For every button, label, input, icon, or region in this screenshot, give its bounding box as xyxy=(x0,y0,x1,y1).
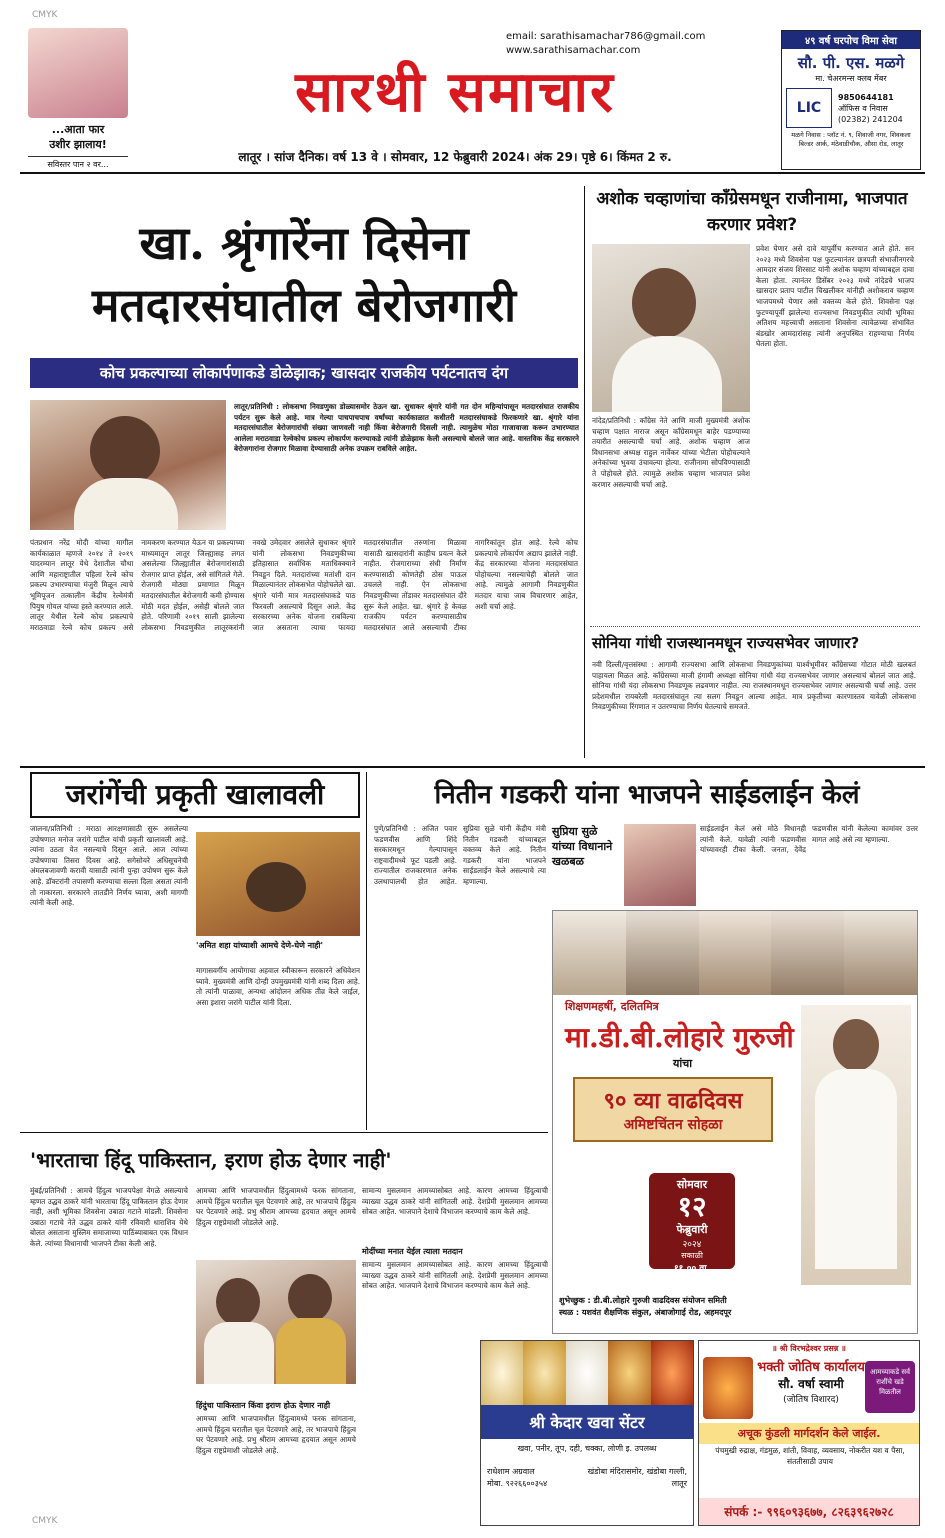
lead-intro: लातूर/प्रतिनिधी : लोकसभा निवडणुका डोळ्यासमोर ठेऊन खा. सुधाकर श्रृंगारे यांनी गत दोन महिन्यांपासून मतदारसंघात राजकीय पर्यटन सुरू केले आहे. मात्र गेल्या पाचपाचपाच वर्षांच्या कार्यकाळात कधीतरी मतदारसंघाकडे फिरकणारे खा. श्रृंगारे यांना मतदारसंघातील बेरोजगारांची संख्या जाणवली नाही किंवा बेरोजगारी दिसली नाही. त्यामुळेच मोठा गाजावाजा करून उभारण्यात आलेला मराठवाडा रेल्वेकोच प्रकल्प लोकार्पण करण्याकडे त्यांनी डोळेझाक केली असल्याचे बोलले जात आहे. वास्तविक केंद्र सरकारने बेरोजगारांना रोजगार मिळावा देण्यासाठी अनेक उपक्रम राबविले आहेत. xyxy=(234,402,579,454)
sule-photo xyxy=(624,824,696,906)
lohare-photo xyxy=(801,1005,911,1285)
sonia-headline: सोनिया गांधी राजस्थानमधून राज्यसभेवर जाणार? xyxy=(592,634,860,652)
promo-box[interactable] xyxy=(28,28,128,168)
jyotish-top: ॥ श्री विरभद्रेश्वर प्रसन्न ॥ xyxy=(772,1344,846,1353)
lohare-day: सोमवार xyxy=(676,1178,708,1191)
insurance-address: मळगे निवास : प्लॉट नं. ९, शिवाजी नगर, शिवकला बिल्डर आर्क, मंठेवाडीचौक, औसा रोड, लातूर xyxy=(791,131,911,148)
jyotish-badge: आमच्याकडे सर्व राशींचे खडे मिळतील xyxy=(865,1361,915,1413)
jyotish-name: सौ. वर्षा स्वामी xyxy=(778,1377,844,1391)
jarange-quote: मागासवर्गीय आयोगाचा अहवाल स्वीकारून सरकारने अधिवेशन घ्यावे. मुख्यमंत्री आणि दोन्ही उपमुख्यमंत्री यांनी शब्द दिला आहे. तो त्यांनी पाळावा, अन्यथा आंदोलन अधिक तीव्र केले जाईल, असा इशारा जरांगे पाटील यांनी दिला. xyxy=(196,966,360,1007)
lohare-date-box xyxy=(649,1173,735,1274)
kedar-address: खंडोबा मंदिरासमोर, खंडोबा गल्ली, लातूर xyxy=(587,1467,687,1488)
lohare-date-num: १२ xyxy=(677,1190,707,1223)
print-mark-top: CMYK xyxy=(32,10,58,20)
raut-subhead-mid: हिंदुंचा पाकिस्तान किंवा इराण होऊ देणार नाही xyxy=(196,1401,331,1410)
raut-body-right-2: सामान्य मुसलमान आमच्यासोबत आहे. कारण आमच्या हिंदुत्वाची व्याख्या उद्धव ठाकरे यांनी सांगितली आहे. देशप्रेमी मुसलमान आमच्या सोबत आहेत. भाजपाने देशाचे विभाजन करण्याचे काम केले आहे. xyxy=(362,1260,548,1291)
lohare-event-1: ९० व्या वाढदिवस xyxy=(603,1089,743,1114)
chavan-body-right: प्रवेश घेणार असे दावे यापूर्वीच करण्यात आले होते. सन २०२३ मध्ये शिवसेना पक्ष फुटल्यानंतर छत्रपती संभाजीनगरचे आमदार संजय शिरसाट यांनी अशोक चव्हाण यांच्याबद्दल दावा केला होता. त्यानंतर डिसेंबर २०२३ मध्ये नांदेडचे भाजप खासदार प्रताप पाटील चिखलीकर यांनीही अशोकराव चव्हाण भाजपमध्ये येणार असे वक्तव्य केले होते. शिवसेना पक्ष फुटण्यापूर्वी झालेल्या राज्यसभा निवडणुकीत त्यांची भूमिका अतिशय महत्त्वाची असताना शिवसेना त्यावेळच्या संभावित बंडखोर आमदारांसह त्यांनी अनुपस्थित राहण्याचा निर्णय घेतला होता. xyxy=(756,244,914,349)
section-rule-1 xyxy=(20,766,925,768)
gadkari-body-right: साईडलाईन केलं असे मोठे विधानही त्यांनी केले. यावेळी त्यांनी फडणवीस यांच्यावरही टीका केली. जनता, देवेंद्र फडणवीस यांनी केलेल्या कामांवर उत्तर मागत आहे असे त्या म्हणाल्या. xyxy=(700,824,918,855)
raut-body: मुंबई/प्रतिनिधी : आमचे हिंदुत्व भाजपपेक्षा वेगळे असल्याचे म्हणत उद्धव ठाकरे यांनी भारताचा हिंदू पाकिस्तान होऊ देणार नाही, अशी भूमिका शिवसेना उबाठा गटाने मांडली. शिवसेना उबाठा गटाचे नेते उद्धव ठाकरे यांनी रविवारी धाराशिव येथे बोलत असताना मुस्लिम समाजाच्या पाठिंब्याबाबत एक विधान केले. त्यांच्या विधानाची भाजपने टीका केली आहे. xyxy=(30,1186,188,1248)
section-rule-2 xyxy=(20,1132,548,1133)
jarange-headline: जरांगेंची प्रकृती खालावली xyxy=(30,772,360,818)
lohare-venue: स्थळ : यशवंत शैक्षणिक संकुल, अंबाजोगाई रोड, अहमदपूर xyxy=(559,1308,732,1317)
raut-subhead-right: मोदींच्या मनात येईल त्याला मतदान xyxy=(362,1247,463,1256)
insurance-phone-1[interactable]: 9850644181 xyxy=(838,92,894,102)
insurance-phone-2[interactable]: (02382) 241204 xyxy=(838,114,903,124)
kedar-title: श्री केदार खवा सेंटर xyxy=(481,1405,693,1439)
lohare-scroll xyxy=(573,1077,773,1142)
column-divider xyxy=(584,186,585,758)
lead-headline-line1: खा. श्रृंगारेंना दिसेना xyxy=(139,216,469,270)
lohare-time: ११.०० वा. xyxy=(673,1264,711,1274)
raut-photo xyxy=(196,1260,356,1384)
lohare-time-label: सकाळी xyxy=(681,1251,703,1260)
kedar-ad[interactable] xyxy=(480,1340,694,1526)
lead-subhead: कोच प्रकल्पाच्या लोकार्पणाकडे डोळेझाक; खासदार राजकीय पर्यटनातच दंग xyxy=(30,358,578,388)
raut-body-mid-2: आमच्या आणि भाजपामधील हिंदुत्वामध्ये फरक सांगताना, आमचे हिंदुत्व घरातील चूल पेटवणारे आहे, तर भाजपाचे हिंदुत्व घर पेटवणारे आहे. प्रभु श्रीराम आमच्या हृदयात असून आमचे हिंदुत्व राष्ट्रप्रेमाशी जोडलेले आहे. xyxy=(196,1414,356,1455)
gadkari-body: पुणे/प्रतिनिधी : अजित पवार फडणवीस आणि शिंदे सरकारमधून गेल्यापासून राष्ट्रवादीमध्ये फूट पडली आहे. राज्यातील राजकारणात अनेक उलथापालथी होत आहेत. सुप्रिया सुळे यांनी केंद्रीय मंत्री नितीन गडकरी यांच्याबद्दल वक्तव्य केले आहे. नितीन गडकरी यांना भाजपने साईडलाईन केले असल्याचे त्या म्हणाल्या. xyxy=(374,824,546,886)
masthead-dateline: लातूर । सांज दैनिक। वर्ष 13 वे । सोमवार, 12 फेब्रुवारी 2024। अंक 29। पृष्ठे 6। किंमत 2 रु. xyxy=(238,150,672,164)
lohare-name: मा.डी.बी.लोहारे गुरुजी xyxy=(565,1021,794,1054)
gadkari-headline: नितीन गडकरी यांना भाजपने साईडलाईन केलं xyxy=(434,780,860,810)
lohare-ad[interactable] xyxy=(552,910,918,1334)
kedar-owner: राधेशाम अग्रवाल xyxy=(487,1467,535,1476)
jyotish-contact[interactable]: संपर्क :- ९९६०९३६७७, ८२६३९६२७२८ xyxy=(699,1498,919,1525)
insurance-name: सौ. पी. एस. मळगे xyxy=(797,54,905,72)
insurance-role: मा. चेअरमन्स क्लब मेंबर xyxy=(815,74,887,83)
promo-tagline-1: ...आता फार xyxy=(51,123,105,136)
lead-body: पंतप्रधान नरेंद्र मोदी यांच्या मागील कार्यकाळात म्हणजे २०१४ ते २०१९ यादरम्यान लातूर येथे देशातील चौथा आणि महाराष्ट्रातील पहिला रेल्वे कोच प्रकल्प उभारण्याचा मंजुरी मिळून त्याचे भूमिपूजन तत्कालीन केंद्रीय रेल्वेमंत्री पियुष गोयल यांच्या हस्ते करण्यात आले. लातूर येथील रेल्वे कोच प्रकल्पाचे मराठवाडा रेल्वे कोच प्रकल्प असे नामकरण करण्यात येऊन या प्रकल्पाच्या माध्यमातून लातूर जिल्ह्यासह लगत असलेल्या जिल्ह्यातील बेरोजगारांसाठी रोजगार प्राप्त होईल, असे सांगितले गेले. रोजगारी मोठ्या प्रमाणात मिळून मतदारसंघातील बेरोजगारी कमी होण्यास मोठी मदत होईल, असेही बोलले जात होते. परिणामी २०१९ साली झालेल्या लोकसभा निवडणुकीत लातूरकरांनी नवखे उमेदवार असलेले सुधाकर श्रृंगारे यांनी लोकसभा निवडणुकीच्या इतिहासात सर्वाधिक मताधिक्क्याने निवडून दिले. मतदारांच्या मतांशी दान मिळाल्यानंतर लोकसभेत पोहोचलेले खा. श्रृंगारे यांनी मात्र मतदारसंघाकडे पाठ फिरवली असल्याचे दिसून आले. केंद्र सरकारच्या अनेक योजना राबविल्या जात असताना त्याचा फायदा मतदारसंघातील तरुणांना मिळावा यासाठी खासदारांनी काहीच प्रयत्न केले नाहीत. रोजगाराच्या संधी निर्माण करण्यासाठी कोणतेही ठोस पाऊल उचलले नाही. ऐन लोकसभा निवडणुकीच्या तोंडावर मतदारसंघात दौरे सुरू केले आहेत. खा. श्रृंगारे हे केवळ राजकीय पर्यटन करण्यासाठीच मतदारसंघात आले असल्याची टीका नागरिकांतून होत आहे. रेल्वे कोच प्रकल्पाचे लोकार्पण अद्याप झालेले नाही. केंद्र सरकारच्या योजना मतदारसंघात पोहोचल्या नसल्याचेही बोलले जात आहे. त्यामुळे आगामी निवडणुकीत मतदार याचा जाब विचारणार आहेत, अशी चर्चा आहे. xyxy=(30,538,578,632)
insurance-ad[interactable] xyxy=(781,30,921,170)
lohare-month: फेब्रुवारी xyxy=(676,1223,708,1236)
jyotish-title: भक्ती जोतिष कार्यालय xyxy=(757,1360,865,1375)
jyotish-slogan: अचूक कुंडली मार्गदर्शन केले जाईल. xyxy=(699,1423,919,1444)
raut-body-right: सामान्य मुसलमान आमच्यासोबत आहे. कारण आमच्या हिंदुत्वाची व्याख्या उद्धव ठाकरे यांनी सांगितली आहे. देशप्रेमी मुसलमान आमच्या सोबत आहेत. भाजपाने देशाचे विभाजन करण्याचे काम केले आहे. xyxy=(362,1186,548,1217)
column-divider-2 xyxy=(366,772,367,1130)
lohare-organizer: शुभेच्छुक : डी.बी.लोहारे गुरुजी वाढदिवस संयोजन समिती xyxy=(559,1296,727,1305)
gadkari-sule-label: सुप्रिया सुळे यांच्या विधानाने खळबळ xyxy=(552,825,613,868)
promo-ref: सविस्तर पान २ वर... xyxy=(28,156,128,170)
lohare-year: २०२४ xyxy=(682,1240,702,1250)
chavan-body-left: नांदेड/प्रतिनिधी : काँग्रेस नेते आणि माजी मुख्यमंत्री अशोक चव्हाण पक्षात नाराज असून काँग्रेसमधून बाहेर पडण्याच्या तयारीत असल्याची चर्चा आहे. अशोक चव्हाण आज विधानसभा अध्यक्ष राहुल नार्वेकर यांच्या भेटीला पोहोचल्याने अनेकांच्या भुवया उंचावल्या होत्या. राजीनामा सोपविण्यासाठी ते पोहोचले होते. त्यामुळे अशोक चव्हाण भाजपात प्रवेश करणार असल्याची चर्चा आहे. xyxy=(592,416,750,489)
contact-web[interactable]: www.sarathisamachar.com xyxy=(506,45,641,56)
jyotish-services: पंचमुखी रुद्राक्ष, गंडमुळ, शांती, विवाह, व्यवसाय, नोकरीत यश व पैसा, संततीसाठी उपाय xyxy=(715,1446,905,1466)
sonia-rule xyxy=(590,626,920,627)
contact-email[interactable]: email: sarathisamachar786@gmail.com xyxy=(506,31,706,42)
chavan-headline: अशोक चव्हाणांचा काँग्रेसमधून राजीनामा, भाजपात करणार प्रवेश? xyxy=(596,189,908,235)
jarange-photo-caption: 'अमित शहा यांच्याशी आमचे देणे-घेणे नाही' xyxy=(196,941,323,950)
raut-headline: 'भारताचा हिंदू पाकिस्तान, इराण होऊ देणार नाही' xyxy=(30,1148,392,1172)
lohare-footer xyxy=(559,1295,909,1319)
kedar-phone[interactable]: मोबा. ९२२६६००३५४ xyxy=(487,1479,548,1488)
jyotish-ad[interactable] xyxy=(698,1340,920,1526)
promo-tagline-2: उशीर झालाय! xyxy=(49,138,107,151)
jyotish-role: (जोतिष विशारद) xyxy=(783,1395,839,1405)
sonia-body: नवी दिल्ली/वृत्तसंस्था : आगामी राज्यसभा आणि लोकसभा निवडणुकांच्या पार्श्वभूमीवर काँग्रेसच्या गोटात मोठी खलबतं पाहायला मिळत आहे. काँग्रेसच्या माजी हंगामी अध्यक्षा सोनिया गांधी यंदा राज्यसभेवर जाणार असल्याचं बोललं जात आहे. सोनिया गांधी यंदा लोकसभा निवडणूक लढवणार नाहीत. त्या राजस्थानमधून राज्यसभेवर जाणार असल्याची चर्चा आहे. उत्तर प्रदेशमधील रायबरेली मतदारसंघातून त्या सलग निवडून आल्या आहेत. मात्र प्रकृतीच्या कारणास्तव यावेळी लोकसभा निवडणुकीच्या रिंगणात न उतरण्याचा निर्णय घेतल्याचे समजते. xyxy=(592,660,916,712)
print-mark-bottom: CMYK xyxy=(32,1516,58,1526)
raut-body-mid: आमच्या आणि भाजपामधील हिंदुत्वामध्ये फरक सांगताना, आमचे हिंदुत्व घरातील चूल पेटवणारे आहे, तर भाजपाचे हिंदुत्व घर पेटवणारे आहे. प्रभु श्रीराम आमच्या हृदयात असून आमचे हिंदुत्व राष्ट्रप्रेमाशी जोडलेले आहे. xyxy=(196,1186,356,1227)
lohare-intro: शिक्षणमहर्षी, दलितमित्र xyxy=(565,1000,659,1013)
masthead-rule xyxy=(20,172,925,174)
lic-logo: LIC xyxy=(786,88,832,128)
jarange-body: जालना/प्रतिनिधी : मराठा आरक्षणासाठी सुरू असलेल्या उपोषणात मनोज जरांगे पाटील यांची प्रकृती खालावली आहे. त्यांना उठता येत नसल्याचे दिसून आले. आज त्यांच्या उपोषणाचा तिसरा दिवस आहे. सगेसोयरे अधिसूचनेची अंमलबजावणी करावी यासाठी त्यांनी पुन्हा उपोषण सुरू केले आहे. डॉक्टरांनी तपासणी करण्याचा सल्ला दिला असता त्यांनी तो नाकारला. सरकारने तातडीने निर्णय घ्यावा, अशी मागणी त्यांनी केली आहे. xyxy=(30,824,188,908)
lead-headline-line2: मतदारसंघातील बेरोजगारी xyxy=(91,278,517,332)
insurance-banner: ४९ वर्ष घरपोच विमा सेवा xyxy=(782,31,920,49)
promo-photo xyxy=(28,28,128,118)
masthead-title: सारथी समाचार xyxy=(295,59,615,125)
lohare-yanche: यांचा xyxy=(673,1057,693,1070)
jarange-photo xyxy=(196,832,360,936)
chavan-photo xyxy=(592,244,750,412)
kedar-items: खवा, पनीर, तूप, दही, चक्का, लोणी इ. उपलब्ध xyxy=(517,1444,657,1453)
insurance-phone-label: ऑफिस व निवास xyxy=(838,103,888,113)
ganesha-icon xyxy=(703,1357,753,1419)
lead-photo xyxy=(30,400,226,530)
lead-headline xyxy=(30,212,578,336)
lohare-event-2: अमिष्टचिंतन सोहळा xyxy=(623,1117,723,1133)
